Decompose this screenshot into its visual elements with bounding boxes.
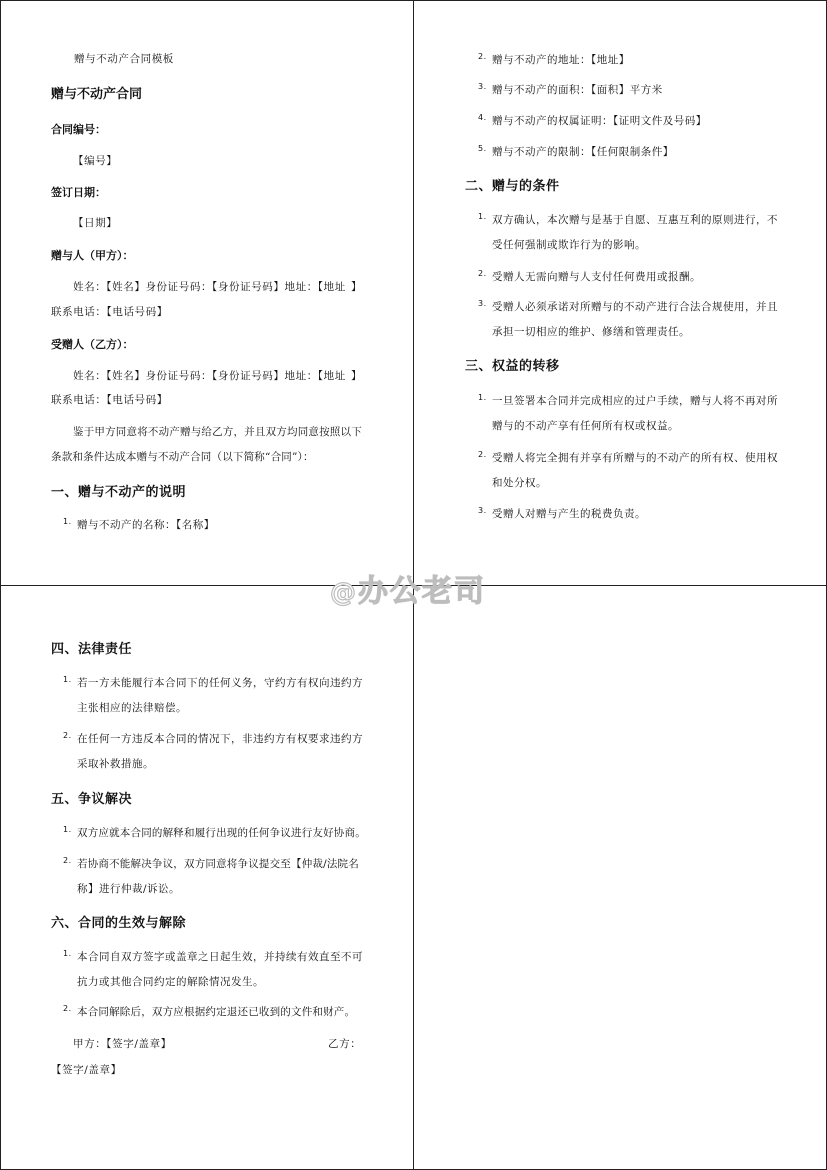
list-item-number: 4. [478,113,487,122]
list-item-line2: 主张相应的法律赔偿。 [77,702,187,714]
watermark-text: 办公老司 [358,574,486,609]
list-item-line2: 称】进行仲裁/诉讼。 [77,883,181,895]
page-1 [0,0,414,586]
list-item-line1: 若一方未能履行本合同下的任何义务，守约方有权向违约方 [77,677,363,689]
list-item-number: 1. [63,517,72,526]
list-item-number: 1. [478,393,487,402]
contract-no-value: 【编号】 [73,155,118,167]
contract-title: 赠与不动产合同 [51,87,143,102]
sign-date-label: 签订日期： [51,186,106,199]
list-item-number: 1. [63,949,72,958]
list-item-line2: 赠与的不动产享有任何所有权或权益。 [492,420,679,432]
list-item-number: 1. [63,675,72,684]
section3-heading: 三、权益的转移 [465,359,560,374]
party-a-signature: 甲方：【签字/盖章】 [73,1038,172,1050]
list-item-line1: 双方应就本合同的解释和履行出现的任何争议进行友好协商。 [77,827,366,839]
list-item-line1: 受赠人无需向赠与人支付任何费用或报酬。 [492,271,701,283]
list-item-number: 2. [63,1004,72,1013]
list-item-number: 2. [478,450,487,459]
page-4-blank [413,585,827,1170]
list-item-text: 赠与不动产的地址：【地址】 [492,54,630,66]
donee-line1: 姓名：【姓名】身份证号码：【身份证号码】地址：【地址 [73,370,346,382]
list-item-line1: 在任何一方违反本合同的情况下，非违约方有权要求违约方 [77,733,363,745]
list-item-line2: 和处分权。 [492,477,547,489]
page-2 [413,0,827,586]
donee-line1-end: 】 [351,370,363,382]
list-item-number: 2. [63,731,72,740]
section2-heading: 二、赠与的条件 [465,179,560,194]
party-b-signature: 【签字/盖章】 [51,1064,122,1076]
donor-line1-end: 】 [351,281,363,293]
section4-heading: 四、法律责任 [51,642,133,657]
list-item-text: 赠与不动产的面积：【面积】平方米 [492,84,663,96]
list-item-line1: 受赠人必须承诺对所赠与的不动产进行合法合规使用，并且 [492,301,778,313]
party-b-label: 乙方： [328,1038,362,1050]
watermark-at-symbol: @ [330,578,358,608]
donee-line2: 联系电话：【电话号码】 [51,394,168,406]
list-item-number: 2. [478,269,487,278]
list-item-text: 赠与不动产的权属证明：【证明文件及号码】 [492,115,707,127]
list-item-line1: 若协商不能解决争议，双方同意将争议提交至【仲裁/法院名 [77,858,359,870]
list-item-line1: 受赠人将完全拥有并享有所赠与的不动产的所有权、使用权 [492,452,778,464]
list-item-line1: 一旦签署本合同并完成相应的过户手续，赠与人将不再对所 [492,395,778,407]
list-item-text: 赠与不动产的限制：【任何限制条件】 [492,146,674,158]
list-item-number: 1. [63,825,72,834]
list-item-number: 2. [478,52,487,61]
list-item-number: 3. [478,82,487,91]
list-item-line1: 受赠人对赠与产生的税费负责。 [492,508,646,520]
list-item-line2: 承担一切相应的维护、修缮和管理责任。 [492,326,690,338]
list-item-number: 5. [478,144,487,153]
sign-date-value: 【日期】 [73,217,118,229]
section6-heading: 六、合同的生效与解除 [51,916,187,931]
donee-label: 受赠人（乙方）： [51,338,134,351]
contract-no-label: 合同编号： [51,123,106,136]
list-item-text: 赠与不动产的名称：【名称】 [77,519,215,531]
list-item-line2: 采取补救措施。 [77,758,154,770]
doc-label: 赠与不动产合同模板 [74,53,174,65]
list-item-line1: 本合同解除后，双方应根据约定退还已收到的文件和财产。 [77,1006,356,1018]
list-item-line1: 双方确认，本次赠与是基于自愿、互惠互利的原则进行，不 [492,214,778,226]
list-item-number: 3. [478,506,487,515]
donor-line1: 姓名：【姓名】身份证号码：【身份证号码】地址：【地址 [73,281,346,293]
section5-heading: 五、争议解决 [51,792,133,807]
list-item-line1: 本合同自双方签字或盖章之日起生效，并持续有效直至不可 [77,951,363,963]
page-3 [0,585,414,1170]
list-item-line2: 受任何强制或欺诈行为的影响。 [492,239,646,251]
section1-heading: 一、赠与不动产的说明 [51,485,187,500]
watermark [330,566,486,610]
list-item-number: 1. [478,212,487,221]
donor-label: 赠与人（甲方）： [51,249,134,262]
intro-line1: 鉴于甲方同意将不动产赠与给乙方，并且双方均同意按照以下 [73,426,362,438]
list-item-number: 2. [63,856,72,865]
donor-line2: 联系电话：【电话号码】 [51,306,168,318]
list-item-line2: 抗力或其他合同约定的解除情况发生。 [77,976,264,988]
intro-line2: 条款和条件达成本赠与不动产合同（以下简称“合同”）： [51,451,314,463]
list-item-number: 3. [478,299,487,308]
